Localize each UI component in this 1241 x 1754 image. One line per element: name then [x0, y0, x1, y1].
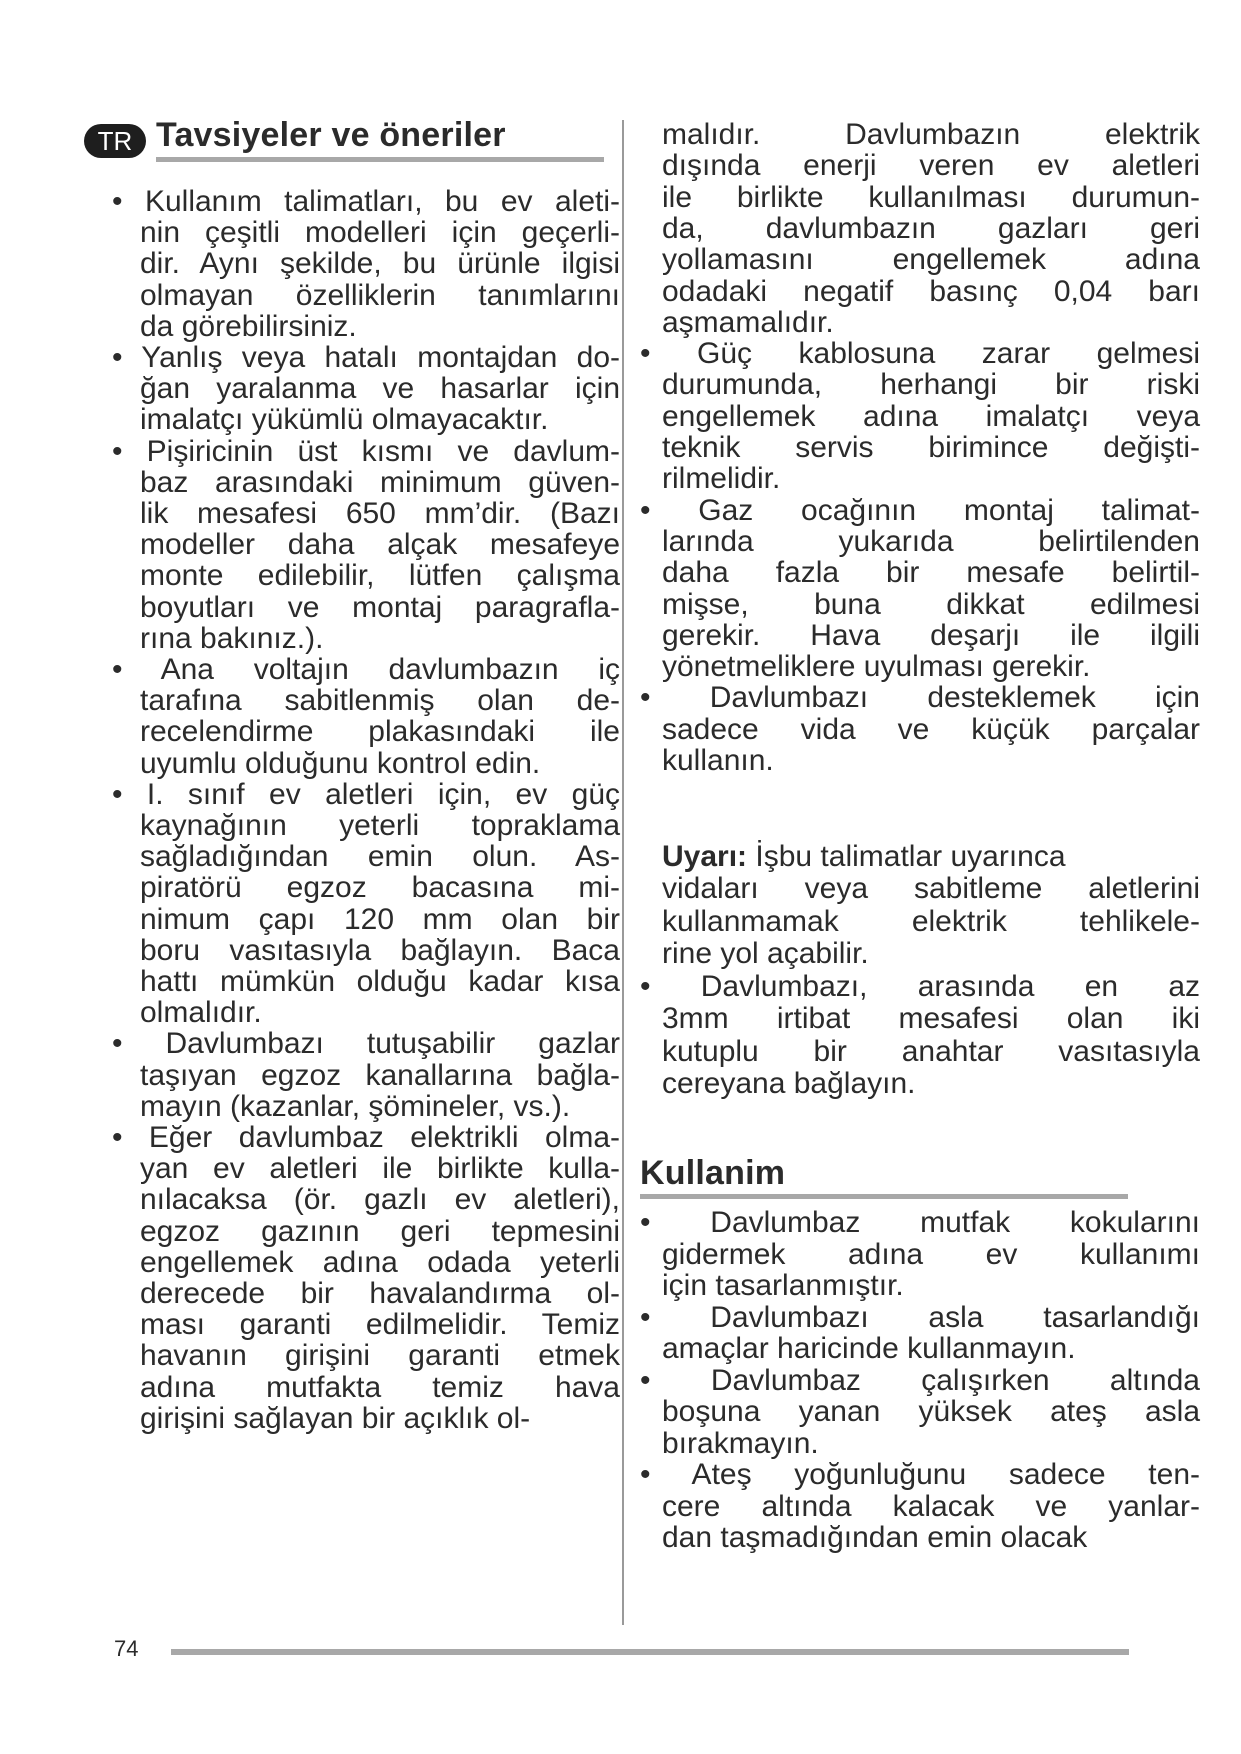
text-line: recelendirme plakasındaki ile	[140, 715, 620, 749]
text-line: odadaki negatif basınç 0,04 barı	[662, 274, 1200, 308]
section-heading-recommendations: Tavsiyeler ve öneriler	[156, 116, 506, 154]
text-line: dir. Aynı şekilde, bu ürünle ilgisi	[140, 247, 620, 281]
text-line: nin çeşitli modelleri için geçerli-	[140, 216, 620, 250]
text-line: mişse, buna dikkat edilmesi	[662, 587, 1200, 621]
text-line: modeller daha alçak mesafeye	[140, 528, 620, 562]
text-line: için tasarlanmıştır.	[662, 1269, 904, 1302]
text-line: ğan yaralanma ve hasarlar için	[140, 372, 620, 406]
text-line: uyumlu olduğunu kontrol edin.	[140, 746, 541, 780]
text-line: • Davlumbazı, arasında en az	[640, 969, 1200, 1003]
text-line: yollamasını engellemek adına	[662, 243, 1200, 277]
text-line: adına mutfakta temiz hava	[140, 1370, 620, 1404]
text-line: bırakmayın.	[662, 1426, 819, 1460]
text-line: sağladığından emin olun. As-	[140, 840, 620, 874]
text-line: dan taşmadığından emin olacak	[662, 1521, 1088, 1554]
text-line: da, davlumbazın gazları geri	[662, 211, 1200, 245]
text-line: sadece vida ve küçük parçalar	[662, 712, 1200, 746]
text-line: • Yanlış veya hatalı montajdan do-	[112, 341, 620, 374]
text-line: taşıyan egzoz kanallarına bağla-	[140, 1058, 620, 1092]
text-line: nılacaksa (ör. gazlı ev aletleri),	[140, 1183, 620, 1217]
page-number: 74	[114, 1636, 139, 1661]
text-line: teknik servis birimince değişti-	[662, 431, 1200, 464]
text-line: boşuna yanan yüksek ateş asla	[662, 1395, 1200, 1428]
text-line: egzoz gazının geri tepmesini	[140, 1214, 620, 1248]
text-line: • Kullanım talimatları, bu ev aleti-	[112, 185, 620, 218]
text-line: engellemek adına imalatçı veya	[662, 399, 1200, 433]
text-line: havanın girişini garanti etmek	[140, 1339, 620, 1373]
text-line: larında yukarıda belirtilenden	[662, 524, 1200, 558]
footer-rule	[171, 1649, 1129, 1655]
text-line: aşmamalıdır.	[662, 305, 834, 339]
text-line: nimum çapı 120 mm olan bir	[140, 902, 620, 936]
heading-rule	[640, 1194, 1128, 1199]
text-line: rına bakınız.).	[140, 621, 324, 655]
text-line: mayın (kazanlar, şömineler, vs.).	[140, 1089, 571, 1123]
text-line: cere altında kalacak ve yanlar-	[662, 1489, 1200, 1523]
column-divider	[622, 120, 624, 1625]
text-line: • Ateş yoğunluğunu sadece ten-	[640, 1458, 1200, 1491]
text-line: kullanmamak elektrik tehlikele-	[662, 904, 1200, 938]
text-line: • Eğer davlumbaz elektrikli olma-	[112, 1121, 620, 1154]
text-line: olmalıdır.	[140, 996, 262, 1030]
warning-label: Uyarı:	[662, 840, 748, 873]
text-line: piratörü egzoz bacasına mi-	[140, 871, 620, 905]
text-line: kutuplu bir anahtar vasıtasıyla	[662, 1034, 1200, 1068]
text-line: engellemek adına odada yeterli	[140, 1245, 620, 1279]
warning-text: İşbu talimatlar uyarınca	[747, 840, 1066, 873]
text-line: yan ev aletleri ile birlikte kulla-	[140, 1152, 620, 1186]
text-line: derecede bir havalandırma ol-	[140, 1277, 620, 1310]
text-line: ile birlikte kullanılması durumun-	[662, 180, 1200, 214]
text-line: • Davlumbazı desteklemek için	[640, 681, 1200, 715]
text-line: • Güç kablosuna zarar gelmesi	[640, 337, 1200, 371]
text-line: imalatçı yükümlü olmayacaktır.	[140, 403, 549, 437]
text-line: • I. sınıf ev aletleri için, ev güç	[112, 777, 620, 811]
text-line: gidermek adına ev kullanımı	[662, 1237, 1200, 1271]
heading-rule	[156, 157, 604, 162]
text-line: lik mesafesi 650 mm’dir. (Bazı	[140, 497, 620, 530]
text-line: boru vasıtasıyla bağlayın. Baca	[140, 933, 620, 967]
text-line: • Davlumbaz mutfak kokularını	[640, 1206, 1200, 1239]
text-line: dışında enerji veren ev aletleri	[662, 149, 1200, 183]
text-line: • Gaz ocağının montaj talimat-	[640, 493, 1200, 527]
text-line: kaynağının yeterli topraklama	[140, 809, 620, 842]
text-line: • Pişiricinin üst kısmı ve davlum-	[112, 434, 620, 468]
text-line: yönetmeliklere uyulması gerekir.	[662, 650, 1091, 684]
text-line: malıdır. Davlumbazın elektrik	[662, 118, 1200, 151]
text-line: cereyana bağlayın.	[662, 1067, 916, 1100]
text-line: hattı mümkün olduğu kadar kısa	[140, 965, 620, 998]
text-line: baz arasındaki minimum güven-	[140, 465, 620, 499]
text-line: rilmelidir.	[662, 462, 781, 496]
text-line: kullanın.	[662, 744, 774, 777]
text-line: gerekir. Hava deşarjı ile ilgili	[662, 618, 1200, 652]
section-heading-usage: Kullanim	[640, 1154, 786, 1192]
text-line: durumunda, herhangi bir riski	[662, 368, 1200, 402]
text-line: ması garanti edilmelidir. Temiz	[140, 1308, 620, 1342]
text-line: • Ana voltajın davlumbazın iç	[112, 653, 620, 686]
text-line: rine yol açabilir.	[662, 937, 869, 970]
text-line: olmayan özelliklerin tanımlarını	[140, 278, 620, 312]
text-line: • Davlumbaz çalışırken altında	[640, 1363, 1200, 1397]
text-line: da görebilirsiniz.	[140, 309, 357, 343]
text-line: • Davlumbazı tutuşabilir gazlar	[112, 1027, 620, 1061]
text-line: monte edilebilir, lütfen çalışma	[140, 559, 620, 593]
warning-line	[662, 840, 1066, 874]
text-line: tarafına sabitlenmiş olan de-	[140, 684, 620, 718]
text-line: boyutları ve montaj paragrafla-	[140, 590, 620, 624]
text-line: 3mm irtibat mesafesi olan iki	[662, 1002, 1200, 1035]
text-line: amaçlar haricinde kullanmayın.	[662, 1332, 1076, 1365]
text-line: daha fazla bir mesafe belirtil-	[662, 556, 1200, 590]
text-line: • Davlumbazı asla tasarlandığı	[640, 1300, 1200, 1334]
text-line: girişini sağlayan bir açıklık ol-	[140, 1401, 531, 1435]
language-badge: TR	[84, 124, 146, 158]
text-line: vidaları veya sabitleme aletlerini	[662, 872, 1200, 905]
